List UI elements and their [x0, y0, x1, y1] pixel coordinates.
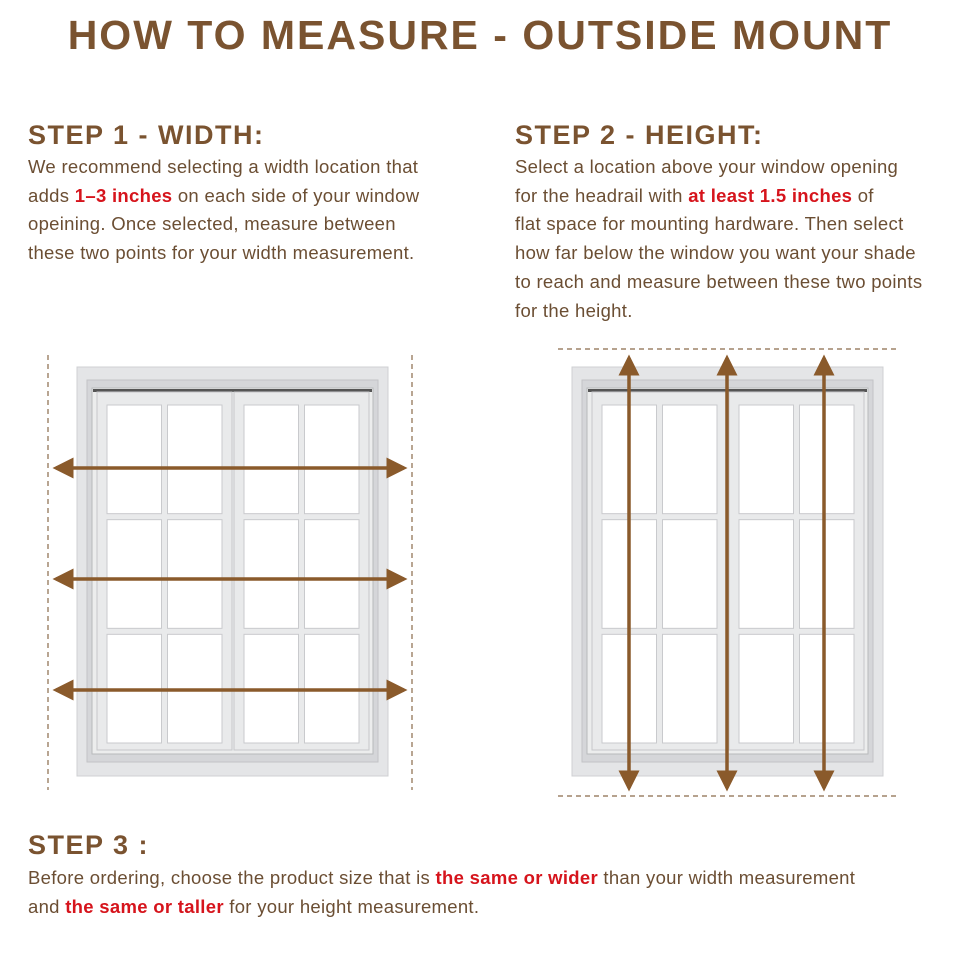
- step2-heading: STEP 2 - HEIGHT:: [515, 120, 764, 150]
- body-text: for your height measurement.: [223, 895, 480, 917]
- highlight-text: 1–3 inches: [74, 184, 173, 206]
- body-text: how far below the window you want your shade: [515, 242, 916, 264]
- highlight-text: the same or wider: [435, 867, 598, 888]
- body-text: these two points for your width measurement.: [28, 242, 415, 264]
- step1-heading: STEP 1 - WIDTH:: [28, 120, 265, 150]
- body-text: and: [28, 895, 66, 917]
- highlight-text: the same or taller: [65, 895, 224, 917]
- width-window-illustration: [77, 367, 388, 776]
- body-text: opeining. Once selected, measure between: [28, 213, 396, 235]
- body-text: Before ordering, choose the product size that is: [28, 867, 436, 888]
- body-text: We recommend selecting a width location that: [28, 156, 419, 177]
- page-title: HOW TO MEASURE - OUTSIDE MOUNT: [67, 12, 893, 58]
- body-text: for the headrail with: [515, 184, 689, 206]
- body-text: flat space for mounting hardware. Then select: [515, 213, 904, 235]
- highlight-text: at least 1.5 inches: [688, 184, 853, 206]
- body-text: adds: [28, 184, 75, 206]
- body-text: to reach and measure between these two points: [515, 270, 923, 292]
- body-text: for the height.: [515, 299, 633, 321]
- body-text: than your width measurement: [597, 867, 856, 888]
- body-text: on each side of your window: [172, 184, 420, 206]
- body-text: Select a location above your window opening: [515, 156, 899, 177]
- body-text: of: [852, 184, 874, 206]
- step3-heading: STEP 3 :: [28, 830, 150, 860]
